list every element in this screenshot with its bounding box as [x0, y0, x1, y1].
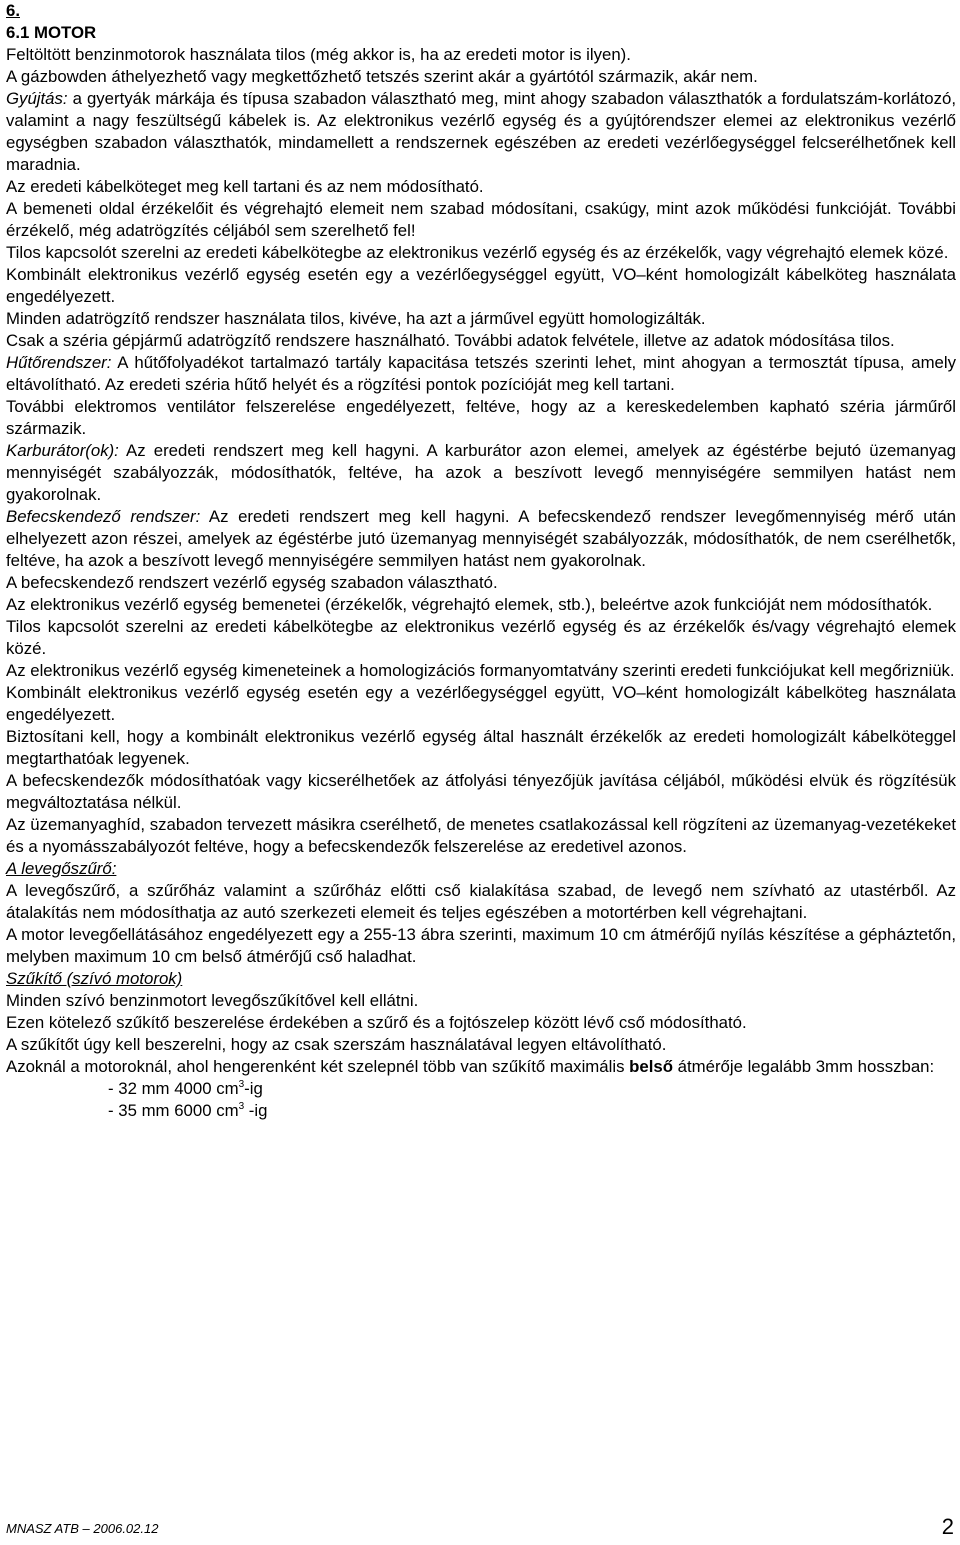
- restrictor-text-b: átmérője legalább 3mm hosszban:: [672, 1057, 935, 1076]
- superscript: 3: [238, 1101, 245, 1112]
- ignition-text: a gyertyák márkája és típusa szabadon választható meg, mint ahogy szabadon választhatók a fordulatszám-korlátozó, valamint a nagy feszültségű kábelek is. Az elektronikus vezérlő egység és a gyújtórendszer elemei az elektronikus vezérlő egységben szabadon választhatók, mindamellett a rendszernek egészében az eredeti vezérlőegységgel felcserélhetőnek kell maradnia.: [6, 89, 956, 174]
- carburetor-label: Karburátor(ok):: [6, 441, 119, 460]
- section-title: 6.1 MOTOR: [6, 23, 97, 42]
- paragraph: Minden szívó benzinmotort levegőszűkítővel kell ellátni.: [6, 991, 419, 1010]
- paragraph: A szűkítőt úgy kell beszerelni, hogy az csak szerszám használatával legyen eltávolítható.: [6, 1035, 667, 1054]
- document-page: [6, 0, 956, 1122]
- cooling-text: A hűtőfolyadékot tartalmazó tartály kapacitása tetszés szerinti lehet, mint ahogyan a termosztát típusa, amely eltávolítható. Az eredeti széria hűtő helyét és a rögzítési pontok pozícióját meg kell tartani.: [6, 353, 956, 394]
- restrictor-list: [108, 1078, 956, 1122]
- paragraph: Az elektronikus vezérlő egység bemenetei (érzékelők, végrehajtó elemek, stb.), beleértve azok funkcióját nem módosíthatók.: [6, 595, 933, 614]
- paragraph-injection: [6, 506, 956, 572]
- list-item-suffix: -ig: [244, 1079, 263, 1098]
- paragraph: Az üzemanyaghíd, szabadon tervezett másikra cserélhető, de menetes csatlakozással kell rögzíteni az üzemanyag-vezetékeket és a nyomásszabályozót feltéve, hogy a befecskendezők felszerelése az eredetivel azonos.: [6, 815, 956, 856]
- page-number: 2: [941, 1514, 954, 1539]
- paragraph: A motor levegőellátásához engedélyezett egy a 255-13 ábra szerinti, maximum 10 cm átmérőjű nyílás készítése a gépháztetőn, melyben maximum 10 cm belső átmérőjű cső haladhat.: [6, 925, 956, 966]
- paragraph: A befecskendező rendszert vezérlő egység szabadon választható.: [6, 573, 498, 592]
- cooling-label: Hűtőrendszer:: [6, 353, 112, 372]
- paragraph: Az eredeti kábelköteget meg kell tartani és az nem módosítható.: [6, 177, 484, 196]
- carburetor-text: Az eredeti rendszert meg kell hagyni. A karburátor azon elemei, amelyek az égéstérbe bejutó üzemanyag mennyiségét szabályozzák, módosíthatók, feltéve, ha azok a beszívott levegő mennyiségére semmilyen hatást nem gyakorolnak.: [6, 441, 956, 504]
- list-item: [108, 1100, 956, 1122]
- restrictor-text-bold: belső: [629, 1057, 673, 1076]
- paragraph: Tilos kapcsolót szerelni az eredeti kábelkötegbe az elektronikus vezérlő egység és az érzékelők és/vagy végrehajtó elemek közé.: [6, 617, 956, 658]
- paragraph: Minden adatrögzítő rendszer használata tilos, kivéve, ha azt a járművel együtt homologizálták.: [6, 309, 706, 328]
- paragraph: Biztosítani kell, hogy a kombinált elektronikus vezérlő egység által használt érzékelők az eredeti homologizált kábelköteggel megtarthatóak legyenek.: [6, 727, 956, 768]
- paragraph: A bemeneti oldal érzékelőit és végrehajtó elemeit nem szabad módosítani, csakúgy, mint azok működési funkcióját. További érzékelő, még adatrögzítés céljából sem szerelhető fel!: [6, 199, 956, 240]
- section-number: 6.: [6, 1, 20, 20]
- paragraph: Csak a széria gépjármű adatrögzítő rendszere használható. További adatok felvétele, illetve az adatok módosítása tilos.: [6, 331, 895, 350]
- paragraph: Kombinált elektronikus vezérlő egység esetén egy a vezérlőegységgel együtt, VO–ként homologizált kábelköteg használata engedélyezett.: [6, 683, 956, 724]
- paragraph: Kombinált elektronikus vezérlő egység esetén egy a vezérlőegységgel együtt, VO–ként homologizált kábelköteg használata engedélyezett.: [6, 265, 956, 306]
- restrictor-heading: Szűkítő (szívó motorok): [6, 969, 183, 988]
- paragraph: A befecskendezők módosíthatóak vagy kicserélhetőek az átfolyási tényezőjük javítása céljából, működési elvük és rögzítésük megváltoztatása nélkül.: [6, 771, 956, 812]
- footer-text: MNASZ ATB – 2006.02.12: [6, 1521, 159, 1536]
- paragraph-ignition: [6, 88, 956, 176]
- ignition-label: Gyújtás:: [6, 89, 68, 108]
- paragraph: A gázbowden áthelyezhető vagy megkettőzhető tetszés szerint akár a gyártótól származik, akár nem.: [6, 67, 758, 86]
- paragraph: Ezen kötelező szűkítő beszerelése érdekében a szűrő és a fojtószelep között lévő cső módosítható.: [6, 1013, 747, 1032]
- air-filter-heading: A levegőszűrő:: [6, 859, 117, 878]
- list-item-text: - 32 mm 4000 cm: [108, 1079, 239, 1098]
- paragraph: Feltöltött benzinmotorok használata tilos (még akkor is, ha az eredeti motor is ilyen).: [6, 45, 631, 64]
- list-item-text: - 35 mm 6000 cm: [108, 1101, 239, 1120]
- paragraph: Az elektronikus vezérlő egység kimeneteinek a homologizációs formanyomtatvány szerinti eredeti funkciójukat kell megőrizniük.: [6, 661, 955, 680]
- injection-text: Az eredeti rendszert meg kell hagyni. A befecskendező rendszer levegőmennyiség mérő után elhelyezett azon részei, amelyek az égéstérbe jutó üzemanyag mennyiségét szabályozzák, módosíthatók, de nem cserélhetők, feltéve, ha azok a beszívott levegő mennyiségére semmilyen hatást nem gyakorolnak.: [6, 507, 956, 570]
- paragraph-carburetor: [6, 440, 956, 506]
- injection-label: Befecskendező rendszer:: [6, 507, 201, 526]
- list-item: [108, 1078, 956, 1100]
- paragraph-restrictor-size: [6, 1056, 956, 1078]
- superscript: 3: [238, 1079, 245, 1090]
- restrictor-text-a: Azoknál a motoroknál, ahol hengerenként két szelepnél több van szűkítő maximális: [6, 1057, 630, 1076]
- paragraph: További elektromos ventilátor felszerelése engedélyezett, feltéve, hogy az a kereskedelemben kapható széria járműről származik.: [6, 397, 956, 438]
- paragraph: Tilos kapcsolót szerelni az eredeti kábelkötegbe az elektronikus vezérlő egység és az érzékelők, vagy végrehajtó elemek közé.: [6, 243, 949, 262]
- list-item-suffix: -ig: [244, 1101, 268, 1120]
- paragraph: A levegőszűrő, a szűrőház valamint a szűrőház előtti cső kialakítása szabad, de levegő nem szívható az utastérből. Az átalakítás nem módosíthatja az autó szerkezeti elemeit és teljes egészében a motortérben kell végrehajtani.: [6, 881, 956, 922]
- paragraph-cooling: [6, 352, 956, 396]
